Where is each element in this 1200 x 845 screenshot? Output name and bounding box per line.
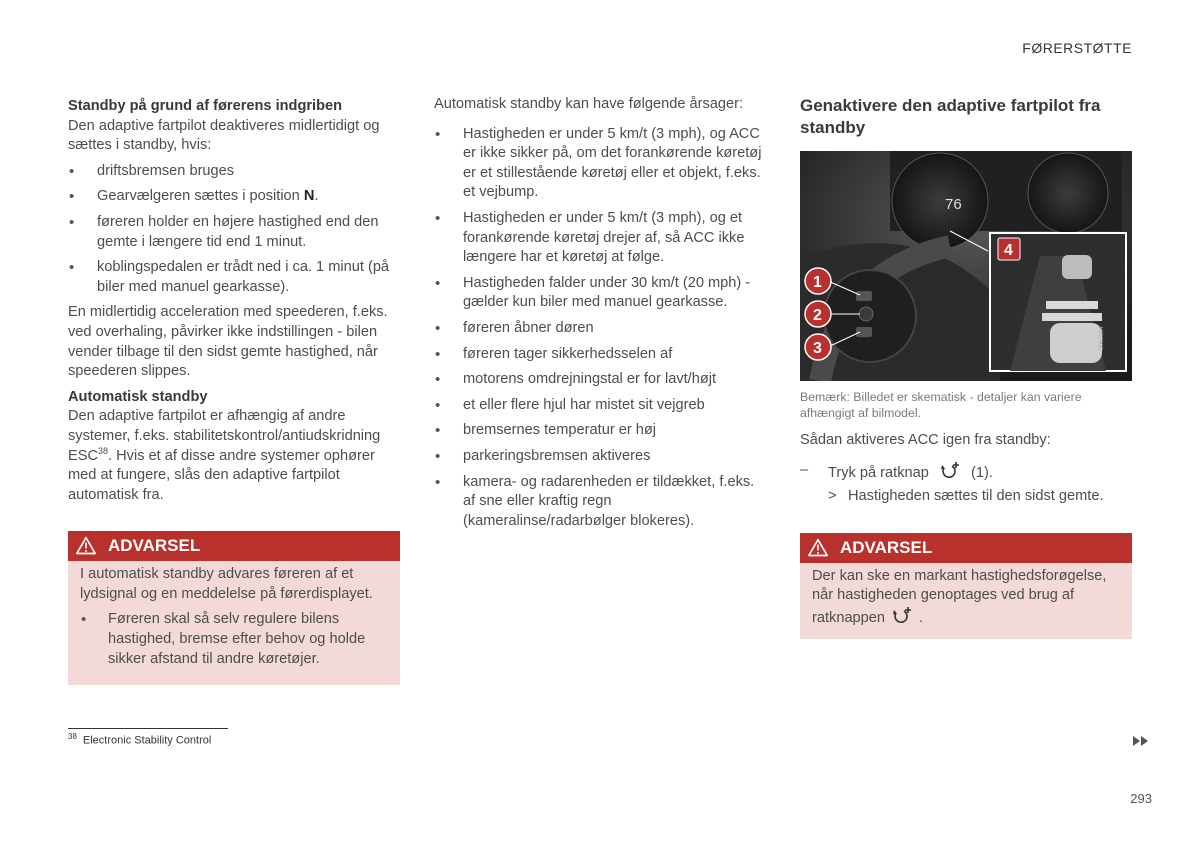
automatic-standby-paragraph: Den adaptive fartpilot er afhængig af andre systemer, f.eks. stabilitetskontrol/antiudskridning ESC$^{38}$. Hvis et af disse andre systemer ophører med at fungere, slås den adaptive fartpilot automatisk fra. (68, 408, 381, 503)
callout-2: 2 (813, 307, 822, 324)
how-to-text: Sådan aktiveres ACC igen fra standby: (800, 432, 1051, 448)
column-1 (68, 95, 400, 685)
page-number: 293 (1130, 791, 1152, 806)
resume-button-icon (889, 606, 915, 626)
step-dash: – (800, 461, 809, 478)
speed-readout: 76 (945, 196, 962, 213)
figure-code: G062064 (1099, 326, 1105, 351)
warning-title: ADVARSEL (108, 536, 201, 556)
next-page-arrows-icon (1132, 735, 1150, 747)
footnote-text: Electronic Stability Control (82, 734, 212, 747)
dashboard-steering-wheel-image (800, 151, 1132, 381)
instruction-result: > Hastigheden sættes til den sidst gemte. (800, 487, 1132, 507)
callout-3: 3 (813, 340, 822, 357)
callout-4: 4 (1004, 242, 1013, 259)
acceleration-paragraph: En midlertidig acceleration med speederen, f.eks. ved overhaling, påvirker ikke indstillingen - bilen vender tilbage til den sidst gemte hastighed, når speederen slippes. (68, 304, 388, 380)
warning-header (68, 531, 400, 561)
result-marker: > (828, 488, 837, 505)
list-item: • føreren tager sikkerhedsselen af (434, 345, 768, 365)
callout-1: 1 (813, 274, 822, 291)
causes-list (434, 125, 768, 532)
section-title: FØRERSTØTTE (1022, 40, 1132, 56)
list-item: • koblingspedalen er trådt ned i ca. 1 minut (på biler med manuel gearkasse). (68, 258, 400, 297)
footnote-divider (68, 728, 228, 729)
footnote (68, 732, 211, 747)
list-item: • Hastigheden falder under 30 km/t (20 mph) - gælder kun biler med manuel gearkasse. (434, 274, 768, 313)
warning-box (800, 533, 1132, 639)
warning-header (800, 533, 1132, 563)
gear-position: N (303, 188, 315, 205)
list-item: • Hastigheden er under 5 km/t (3 mph), og et forankørende køretøj drejer af, så ACC ikke længere har et køretøj at følge. (434, 209, 768, 268)
acc-illustration (800, 151, 1132, 381)
causes-intro: Automatisk standby kan have følgende årsager: (434, 96, 744, 112)
warning-text: Der kan ske en markant hastighedsforøgelse, når hastigheden genoptages ved brug af ratknappen . (812, 567, 1107, 626)
instruction-step: – Tryk på ratknap (1). (800, 461, 993, 481)
resume-button-icon (937, 461, 963, 481)
warning-title: ADVARSEL (840, 537, 933, 557)
heading-automatic-standby: Automatisk standby (68, 388, 208, 405)
heading-driver-intervention: Standby på grund af førerens indgriben (68, 98, 343, 114)
list-item: • motorens omdrejningstal er for lavt/højt (434, 370, 768, 390)
warning-box (68, 531, 400, 685)
list-item: • føreren holder en højere hastighed end den gemte i længere tid end 1 minut. (68, 213, 400, 252)
list-item: • Hastigheden er under 5 km/t (3 mph), og ACC er ikke sikker på, om det forankørende køretøj er et stillestående køretøj eller et objekt, f.eks. et vejbump. (434, 125, 768, 203)
list-item: • parkeringsbremsen aktiveres (434, 447, 768, 467)
warning-bullet: • Føreren skal så selv regulere bilens hastighed, bremse efter behov og holde sikker afstand til andre køretøjer. (80, 610, 388, 669)
footnote-number: 38 (68, 732, 77, 741)
heading-reactivate: Genaktivere den adaptive fartpilot fra standby (800, 96, 1101, 137)
warning-triangle-icon (76, 536, 96, 556)
list-item: • et eller flere hjul har mistet sit vejgreb (434, 396, 768, 416)
list-item: • kamera- og radarenheden er tildækket, f.eks. af sne eller kraftig regn (kameralinse/radarbølger blokeres). (434, 473, 768, 532)
standby-reasons-list (68, 162, 400, 298)
warning-triangle-icon (808, 538, 828, 558)
column-2 (434, 95, 768, 537)
intro-paragraph: Den adaptive fartpilot deaktiveres midlertidigt og sættes i standby, hvis: (68, 117, 380, 154)
footnote-ref: 38 (98, 445, 109, 456)
list-item: • driftsbremsen bruges (68, 162, 400, 182)
list-item: • bremsernes temperatur er høj (434, 421, 768, 441)
column-3 (800, 95, 1132, 639)
warning-text: I automatisk standby advares føreren af et lydsignal og en meddelelse på førerdisplayet. (80, 566, 373, 602)
figure-caption: Bemærk: Billedet er skematisk - detaljer kan variere afhængigt af bilmodel. (800, 390, 1082, 420)
list-item: • Gearvælgeren sættes i position N. (68, 187, 400, 207)
list-item: • føreren åbner døren (434, 319, 768, 339)
